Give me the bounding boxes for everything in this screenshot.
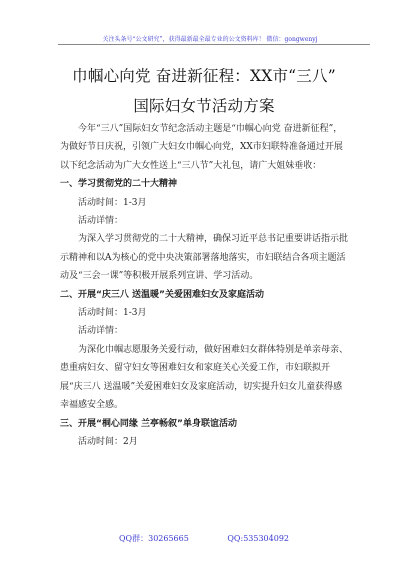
section-2-details-label: 活动详情： bbox=[78, 326, 124, 337]
section-2-time: 活动时间：1-3月 bbox=[78, 308, 147, 319]
section-1-details: 为深入学习贯彻党的二十大精神，确保习近平总书记重要讲话指示批示精神和以A为核心的党中央决策部署落地落实，市妇联结合各项主题活动及“三会一课”等积极开展系列宣讲、学习活动。 bbox=[60, 234, 349, 282]
section-2-heading: 二、开展“庆三八 送温暖”关爱困难妇女及家庭活动 bbox=[60, 289, 264, 300]
section-1-details-label: 活动详情： bbox=[78, 216, 124, 227]
intro-paragraph: 今年“三八”国际妇女节纪念活动主题是“巾帼心向党 奋进新征程”，为做好节日庆祝，引领广大妇女巾帼心向党，XX市妇联特准备通过开展以下纪念活动为广大女性送上“三八节”大礼包，请广大姐妹垂收： bbox=[60, 124, 343, 171]
section-1-heading: 一、学习贯彻党的二十大精神 bbox=[60, 179, 178, 190]
footer-qq: QQ:535304092 bbox=[227, 534, 289, 543]
section-3-time: 活动时间：2月 bbox=[78, 436, 138, 447]
document-body bbox=[60, 120, 350, 451]
document-title-line2: 国际妇女节活动方案 bbox=[133, 97, 275, 115]
document-title-line1: 巾帼心向党 奋进新征程：XX市“三八” bbox=[72, 67, 336, 85]
section-2-details: 为深化巾帼志愿服务关爱行动，做好困难妇女群体特别是单亲母亲、患重病妇女、留守妇女等困难妇女和家庭关心关爱工作，市妇联拟开展“庆三八 送温暖”关爱困难妇女及家庭活动，切实提升妇女儿童获得感幸福感安全感。 bbox=[60, 344, 349, 411]
header-banner: 关注头条号“公文研究”，获得最新最全最专业的公文资料库！ 微信：gongwenyj bbox=[102, 36, 318, 43]
footer-contacts bbox=[0, 533, 408, 544]
section-1-time: 活动时间：1-3月 bbox=[78, 197, 147, 208]
footer-qq-group: QQ群：30265665 bbox=[118, 534, 189, 543]
section-3-heading: 三、开展“桐心同缘 兰亭畅叙”单身联谊活动 bbox=[60, 418, 237, 429]
header-rule bbox=[58, 44, 370, 45]
